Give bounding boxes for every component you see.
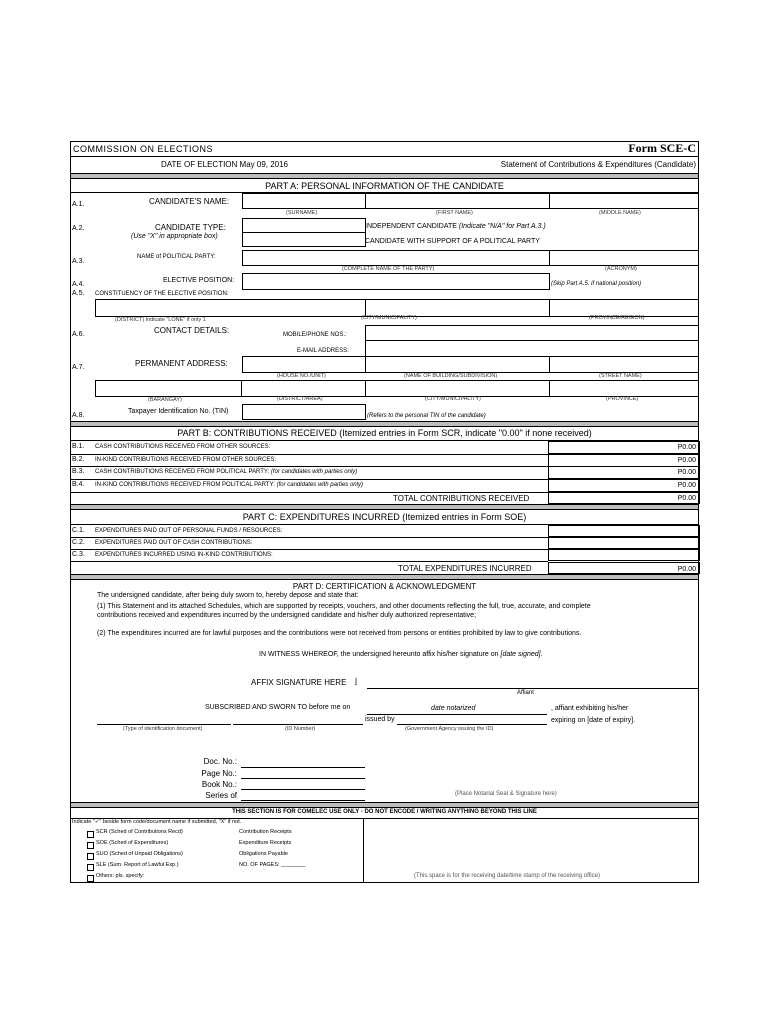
corner-bracket-icon: ⌋ (354, 677, 358, 686)
checklist-label: Others: pls. specify: (96, 873, 145, 879)
first-name-field[interactable] (365, 193, 550, 209)
a7-label: PERMANENT ADDRESS: (135, 359, 228, 368)
checklist-label: Expenditure Receipts (239, 840, 292, 846)
a7-number: A.7. (72, 364, 85, 371)
middle-name-caption: (MIDDLE NAME) (599, 210, 641, 216)
district-area-field[interactable] (241, 380, 366, 397)
house-caption: (HOUSE NO./UNIT) (277, 373, 326, 379)
amount-field[interactable] (548, 549, 700, 561)
row-label (95, 482, 363, 488)
city2-caption: (CITY/MUNICIPALITY) (425, 396, 481, 402)
building-field[interactable] (365, 356, 550, 373)
amount-value: P0.00 (677, 482, 696, 490)
gov-agency-line[interactable] (397, 724, 547, 725)
checklist-label: Obligations Payable (239, 851, 288, 857)
party-support-checkbox[interactable] (242, 232, 366, 247)
email-label: E-MAIL ADDRESS: (297, 348, 349, 354)
amount-value: P0.00 (677, 469, 696, 477)
province-region-caption: (PROVINCE/REGION) (589, 315, 645, 321)
section-separator (71, 802, 698, 808)
row-divider (71, 549, 548, 550)
a3-number: A.3. (72, 258, 85, 265)
row-label (95, 457, 276, 463)
series-of-line[interactable] (241, 800, 365, 801)
row-divider (71, 561, 548, 562)
book-no-label: Book No.: (201, 780, 237, 789)
barangay-field[interactable] (95, 380, 242, 397)
row-divider (71, 537, 548, 538)
witness-date: [date signed]. (500, 651, 543, 658)
party-name-caption: (COMPLETE NAME OF THE PARTY) (342, 266, 435, 272)
a8-label: Taxpayer Identification No. (TIN) (128, 408, 229, 415)
street-field[interactable] (549, 356, 699, 373)
comelec-title: THIS SECTION IS FOR COMELEC USE ONLY - DO NOT ENCODE / WRITING ANYTHING BEYOND THIS LINE (232, 809, 537, 815)
a4-label: ELECTIVE POSITION: (163, 277, 235, 284)
district-caption: (DISTRICT) Indicate "LONE" if only 1 (115, 317, 206, 323)
org-name: COMMISSION ON ELECTIONS (73, 144, 214, 154)
doc-no-label: Doc. No.: (203, 757, 237, 766)
a3-label: NAME of POLITICAL PARTY: (137, 254, 216, 260)
signature-line[interactable] (367, 688, 699, 689)
row-number: C.2. (72, 539, 85, 546)
statement-title: Statement of Contributions & Expenditures (Candidate) (500, 160, 696, 169)
a5-number: A.5. (72, 290, 85, 297)
row-label-text: IN-KIND CONTRIBUTIONS RECEIVED FROM POLITICAL PARTY: (95, 482, 275, 489)
certification-intro: The undersigned candidate, after being duly sworn to, hereby depose and state that: (97, 592, 359, 599)
row-label: EXPENDITURES PAID OUT OF PERSONAL FUNDS / RESOURCES: (95, 528, 283, 534)
row-label-note: (for candidates with parties only) (276, 482, 363, 489)
checklist-label: SCR (Sched of Contributions Recd) (96, 829, 183, 835)
amount-value: P0.00 (677, 444, 696, 451)
part-d-title: PART D: CERTIFICATION & ACKNOWLEDGMENT (292, 582, 477, 591)
certification-p1b: contributions received and expenditures incurred by the undersigned candidate and his/her duly authorized representative; (97, 612, 477, 619)
checklist-label: NO. OF PAGES: ________ (239, 862, 306, 868)
surname-field[interactable] (242, 193, 366, 209)
checkbox[interactable] (87, 875, 94, 882)
checklist-label: SUO (Sched of Unpaid Obligations) (96, 851, 183, 857)
row-number: C.1. (72, 527, 85, 534)
form-title: Form SCE-C (628, 141, 696, 155)
a8-number: A.8. (72, 412, 85, 419)
party-name-field[interactable] (242, 250, 550, 266)
issued-by-label: issued by (365, 716, 395, 723)
gov-agency-caption: (Government Agency issuing the ID) (405, 726, 494, 732)
checklist-label: Contribution Receipts (239, 829, 292, 835)
certification-p2: (2) The expenditures incurred are for lawful purposes and the contributions were not received from persons or entities prohibited by law to give contributions. (97, 630, 582, 637)
party-acronym-field[interactable] (549, 250, 699, 266)
section-separator (71, 421, 698, 427)
checkbox[interactable] (87, 842, 94, 849)
affix-signature-label: AFFIX SIGNATURE HERE (251, 678, 347, 687)
row-number: B.1. (72, 443, 85, 450)
divider (363, 818, 364, 882)
house-field[interactable] (242, 356, 366, 373)
part-c-title: PART C: EXPENDITURES INCURRED (Itemized entries in Form SOE) (242, 512, 527, 522)
tin-field[interactable] (242, 404, 366, 420)
election-date: DATE OF ELECTION May 09, 2016 (161, 160, 289, 169)
doc-no-line[interactable] (241, 767, 365, 768)
middle-name-field[interactable] (549, 193, 699, 209)
certification-p1a: (1) This Statement and its attached Schedules, which are supported by receipts, vouchers, and other documents reflecting the full, true, accurate, and complete (97, 603, 591, 610)
email-field[interactable] (365, 340, 699, 357)
row-label (95, 469, 357, 475)
id-number-line[interactable] (233, 724, 363, 725)
indicate-note: Indicate "✓" beside form code/document name if submitted, "X" if not. (72, 819, 242, 825)
checkbox[interactable] (87, 831, 94, 838)
a6-number: A.6. (72, 331, 85, 338)
a6-label: CONTACT DETAILS: (154, 326, 230, 335)
amount-value: P0.00 (677, 456, 696, 464)
series-of-label: Series of (205, 791, 237, 800)
elective-position-field[interactable] (242, 273, 550, 290)
street-caption: (STREET NAME) (599, 373, 642, 379)
exhibiting-text: , affiant exhibiting his/her (551, 705, 629, 712)
a2-number: A.2. (72, 225, 85, 232)
row-label-text: CASH CONTRIBUTIONS RECEIVED FROM OTHER SOURCES: (95, 444, 271, 450)
district-field[interactable] (95, 299, 366, 317)
mobile-label: MOBILE/PHONE NOS.: (283, 332, 347, 338)
a5-label: CONSTITUENCY OF THE ELECTIVE POSITION: (95, 291, 229, 297)
a2-note: (Use "X" in appropriate box) (131, 233, 218, 240)
row-label-note: (for candidates with parties only) (270, 469, 358, 476)
checklist-label: SOE (Sched of Expenditures) (96, 840, 169, 846)
a1-number: A.1. (72, 201, 85, 208)
checklist-label: SLE (Sum. Report of Lawful Exp.) (96, 862, 179, 868)
part-a-title: PART A: PERSONAL INFORMATION OF THE CANDIDATE (265, 181, 504, 191)
row-number: C.3. (72, 551, 85, 558)
affiant-label: Affiant (517, 690, 534, 696)
total-expenditures-label: TOTAL EXPENDITURES INCURRED (398, 564, 532, 573)
row-label-text: CASH CONTRIBUTIONS RECEIVED FROM POLITICAL PARTY: (95, 469, 270, 476)
first-name-caption: (FIRST NAME) (436, 210, 473, 216)
total-contributions-value: P0.00 (677, 495, 696, 502)
city2-field[interactable] (365, 380, 550, 397)
province-field[interactable] (549, 380, 699, 397)
id-type-line[interactable] (97, 724, 231, 725)
building-caption: (NAME OF BUILDING/SUBDIVISION) (404, 373, 498, 379)
district-area-caption: (DISTRICT/AREA) (277, 396, 323, 402)
part-b-title: PART B: CONTRIBUTIONS RECEIVED (Itemized entries in Form SCR, indicate "0.00" if none received) (177, 428, 592, 438)
mobile-field[interactable] (365, 325, 699, 341)
sce-form (70, 141, 699, 883)
independent-label: INDEPENDENT CANDIDATE (365, 223, 457, 230)
a4-note: (Skip Part A.5. if national position) (551, 281, 642, 287)
id-type-caption: (Type of identification document) (123, 726, 203, 732)
row-label (95, 444, 270, 450)
a1-label: CANDIDATE'S NAME: (149, 197, 230, 206)
subscribed-text: SUBSCRIBED AND SWORN TO before me on (205, 704, 351, 711)
expiring-text: expiring on [date of expiry]. (551, 717, 636, 724)
section-separator (71, 574, 698, 580)
amount-field[interactable] (548, 537, 700, 549)
total-contributions-label: TOTAL CONTRIBUTIONS RECEIVED (393, 494, 530, 503)
row-label: EXPENDITURES INCURRED USING IN-KIND CONTRIBUTIONS: (95, 552, 273, 558)
date-notarized-label: date notarized (431, 705, 476, 712)
row-number: B.2. (72, 455, 85, 463)
amount-field[interactable] (548, 525, 700, 537)
book-no-line[interactable] (241, 789, 365, 790)
row-divider (71, 454, 548, 455)
acronym-caption: (ACRONYM) (605, 266, 637, 272)
independent-note: (Indicate "N/A" for Part A.3.) (458, 223, 546, 230)
party-support-label: CANDIDATE WITH SUPPORT OF A POLITICAL PARTY (365, 238, 540, 245)
notary-seal-note: (Place Notarial Seal & Signature here) (455, 791, 557, 797)
row-divider (71, 479, 548, 480)
row-number: B.3. (72, 468, 85, 476)
date-notarized-line[interactable] (367, 714, 547, 715)
section-separator (71, 504, 698, 510)
page-no-line[interactable] (241, 778, 365, 779)
independent-option (365, 223, 546, 230)
stamp-note: (This space is for the receiving date/time stamp of the receiving office) (414, 873, 600, 879)
checkbox[interactable] (87, 864, 94, 871)
city-caption: (CITY/MUNICIPALITY) (361, 315, 417, 321)
id-number-caption: (ID Number) (285, 726, 316, 732)
checkbox[interactable] (87, 853, 94, 860)
row-label-text: IN-KIND CONTRIBUTIONS RECEIVED FROM OTHER SOURCES: (95, 456, 277, 463)
a2-label: CANDIDATE TYPE: (155, 223, 226, 232)
witness-text: IN WITNESS WHEREOF, the undersigned hereunto affix his/her signature on (259, 651, 499, 658)
witness-statement (259, 651, 543, 658)
surname-caption: (SURNAME) (286, 210, 318, 216)
row-divider (71, 466, 548, 467)
page-no-label: Page No.: (201, 769, 237, 778)
row-divider (71, 492, 548, 493)
independent-checkbox[interactable] (242, 218, 366, 233)
divider (71, 156, 698, 157)
section-separator (71, 173, 698, 179)
barangay-caption: (BARANGAY) (148, 397, 182, 403)
a8-note: (Refers to the personal TIN of the candidate) (367, 413, 486, 419)
province-caption: (PROVINCE) (606, 396, 639, 402)
total-expenditures-value: P0.00 (677, 566, 696, 573)
a4-number: A.4. (72, 281, 85, 288)
row-label: EXPENDITURES PAID OUT OF CASH CONTRIBUTIONS: (95, 540, 253, 546)
row-number: B.4. (72, 481, 85, 489)
